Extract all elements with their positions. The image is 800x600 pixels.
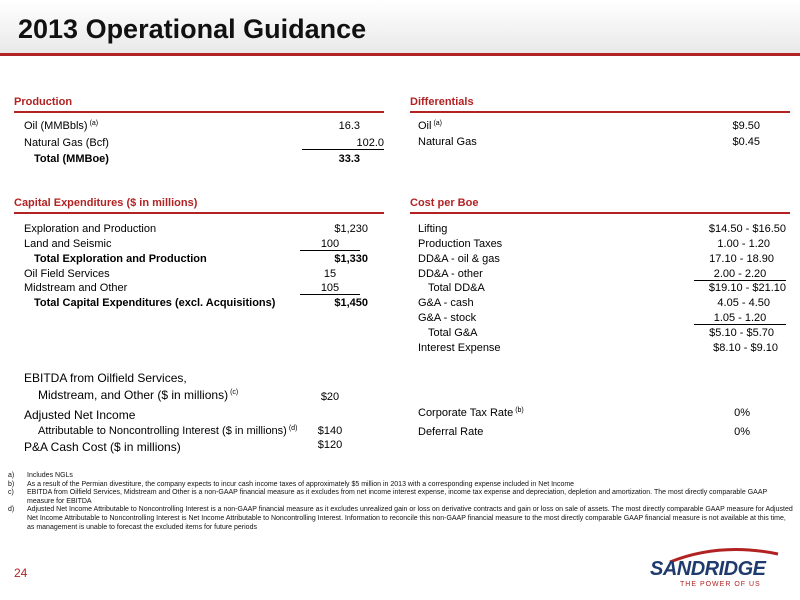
capex-ep-value: $1,230 bbox=[334, 223, 368, 235]
cost-dda-other-label: DD&A - other bbox=[418, 268, 483, 280]
capex-land-value: 100 bbox=[300, 237, 360, 251]
corporate-tax-rate-label: Corporate Tax Rate $^{(b)}$ bbox=[418, 407, 524, 419]
production-oil-label: Oil (MMBbls) $^{(a)}$ bbox=[24, 120, 99, 132]
ebitda-label-line2: Midstream, and Other ($ in millions) $^{(c)}$ bbox=[38, 388, 239, 402]
footnote-d: d) Adjusted Net Income Attributable to Noncontrolling Interest is a non-GAAP financial measure as it excludes unrealized gain or loss on derivative contracts and gain or loss on sale of assets. The most directly comparable GAAP measure for Adjusted Net Income Attributable to Noncontrolling Interest is Net Income Attributable to Noncontrolling Interest. Information to reconcile this non-GAAP financial measure to the most directly comparable GAAP financial measure is not available at this time, as management is unable to forecast the excluded items for future periods bbox=[8, 506, 793, 531]
deferral-rate-value: 0% bbox=[734, 426, 750, 438]
cost-per-boe-header: Cost per Boe bbox=[410, 197, 790, 214]
footnotes bbox=[8, 472, 793, 532]
cost-dda-oil-label: DD&A - oil & gas bbox=[418, 253, 500, 265]
page-number: 24 bbox=[14, 566, 28, 580]
cost-ga-cash-value: 4.05 - 4.50 bbox=[717, 297, 770, 309]
cost-total-dda-value: $19.10 - $21.10 bbox=[708, 282, 786, 294]
capex-total-value: $1,450 bbox=[334, 297, 368, 309]
capex-midstream-label: Midstream and Other bbox=[24, 282, 128, 294]
footnote-c: c) EBITDA from Oilfield Services, Midstream and Other is a non-GAAP financial measure as it excludes from net income interest expense, income tax expense and depreciation, depletion and amortization. The most directly comparable GAAP measure for EBITDA bbox=[8, 489, 768, 505]
corporate-tax-rate-value: 0% bbox=[734, 407, 750, 419]
cost-prodtax-label: Production Taxes bbox=[418, 238, 503, 250]
production-gas-value: 102.0 bbox=[302, 136, 384, 150]
cost-total-ga-label: Total G&A bbox=[428, 327, 478, 339]
capex-total-ep-value: $1,330 bbox=[334, 253, 368, 265]
cost-total-ga-value: $5.10 - $5.70 bbox=[709, 327, 774, 339]
pa-cash-cost-value: $120 bbox=[317, 439, 343, 451]
cost-dda-oil-value: 17.10 - 18.90 bbox=[709, 253, 774, 265]
production-oil-value: 16.3 bbox=[338, 120, 360, 132]
cost-ga-stock-value: 1.05 - 1.20 bbox=[694, 311, 786, 325]
adj-net-income-label-line1: Adjusted Net Income bbox=[24, 408, 136, 422]
cost-lifting-value: $14.50 - $16.50 bbox=[708, 223, 786, 235]
logo-wordmark: SANDRIDGE bbox=[650, 558, 766, 580]
capex-ep-label: Exploration and Production bbox=[24, 223, 157, 235]
cost-lifting-label: Lifting bbox=[418, 223, 448, 235]
cost-dda-other-value: 2.00 - 2.20 bbox=[694, 267, 786, 281]
production-total-value: 33.3 bbox=[338, 153, 360, 165]
cost-ga-stock-label: G&A - stock bbox=[418, 312, 477, 324]
capex-land-label: Land and Seismic bbox=[24, 238, 112, 250]
production-header: Production bbox=[14, 96, 384, 113]
ebitda-label-line1: EBITDA from Oilfield Services, bbox=[24, 371, 187, 385]
capex-total-label: Total Capital Expenditures (excl. Acquisitions) bbox=[34, 297, 276, 309]
cost-ga-cash-label: G&A - cash bbox=[418, 297, 474, 309]
footnote-b: b) As a result of the Permian divestiture, the company expects to incur cash income taxes of approximately $5 million in 2013 with a corresponding expense included in Net Income bbox=[8, 480, 575, 488]
cost-prodtax-value: 1.00 - 1.20 bbox=[717, 238, 770, 250]
deferral-rate-label: Deferral Rate bbox=[418, 426, 484, 438]
capex-ofs-value: 15 bbox=[323, 268, 337, 280]
capex-midstream-value: 105 bbox=[300, 281, 360, 295]
page-title: 2013 Operational Guidance bbox=[18, 14, 367, 44]
sandridge-logo bbox=[650, 544, 790, 594]
title-bar bbox=[0, 0, 800, 56]
cost-total-dda-label: Total DD&A bbox=[428, 282, 485, 294]
ebitda-value: $20 bbox=[320, 391, 340, 403]
pa-cash-cost-label: P&A Cash Cost ($ in millions) bbox=[24, 440, 181, 454]
capex-total-ep-label: Total Exploration and Production bbox=[34, 253, 207, 265]
cost-interest-label: Interest Expense bbox=[418, 342, 501, 354]
differentials-oil-value: $9.50 bbox=[732, 120, 760, 132]
differentials-oil-label: Oil $^{(a)}$ bbox=[418, 120, 443, 132]
differentials-header: Differentials bbox=[410, 96, 790, 113]
logo-tagline: THE POWER OF US bbox=[680, 581, 761, 588]
differentials-gas-label: Natural Gas bbox=[418, 136, 477, 148]
adj-net-income-label-line2: Attributable to Noncontrolling Interest ($ in millions) $^{(d)}$ bbox=[38, 425, 298, 437]
cost-interest-value: $8.10 - $9.10 bbox=[713, 342, 778, 354]
production-total-label: Total (MMBoe) bbox=[34, 153, 109, 165]
capex-header: Capital Expenditures ($ in millions) bbox=[14, 197, 384, 214]
differentials-gas-value: $0.45 bbox=[732, 136, 760, 148]
capex-ofs-label: Oil Field Services bbox=[24, 268, 110, 280]
production-gas-label: Natural Gas (Bcf) bbox=[24, 137, 109, 149]
adj-net-income-value: $140 bbox=[317, 425, 343, 437]
footnote-a: a) Includes NGLs bbox=[8, 472, 73, 479]
